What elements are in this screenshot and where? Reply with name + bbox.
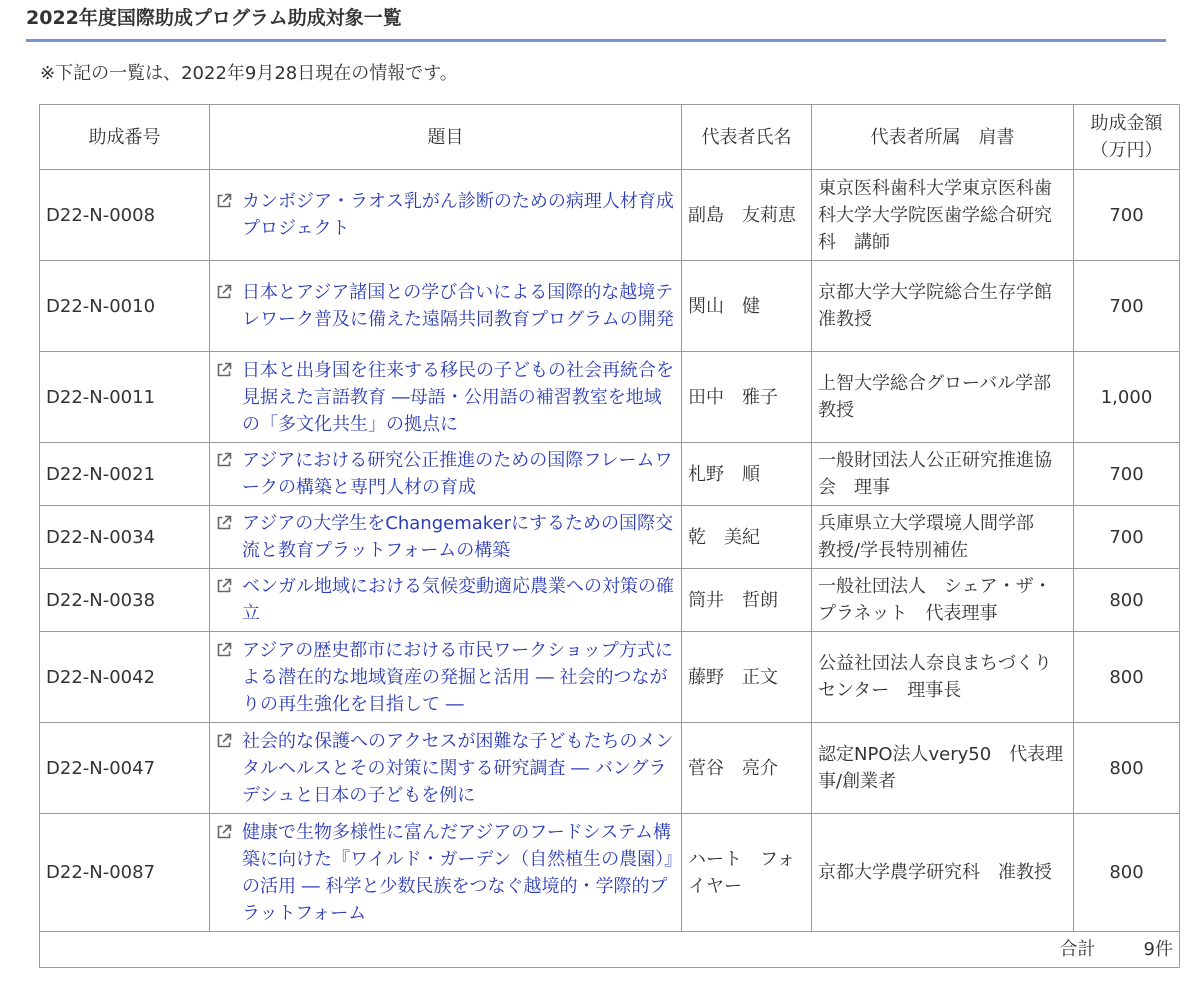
representative-name: 田中 雅子	[682, 352, 812, 443]
external-link-icon	[216, 578, 232, 594]
grant-title-link[interactable]: アジアの大学生をChangemakerにするための国際交流と教育プラットフォームの構築	[242, 513, 674, 561]
representative-affiliation: 公益社団法人奈良まちづくりセンター 理事長	[812, 632, 1074, 723]
table-row	[40, 506, 1180, 569]
header-name: 代表者氏名	[682, 105, 812, 170]
grant-id: D22-N-0047	[40, 723, 210, 814]
grant-title-cell	[210, 261, 682, 352]
table-row	[40, 569, 1180, 632]
header-amount-label: 助成金額	[1090, 113, 1163, 134]
grant-title-cell	[210, 443, 682, 506]
header-amount-unit: （万円）	[1090, 140, 1163, 161]
grant-id: D22-N-0042	[40, 632, 210, 723]
grant-title-link[interactable]: アジアにおける研究公正推進のための国際フレームワークの構築と専門人材の育成	[242, 450, 673, 498]
grant-title-cell	[210, 569, 682, 632]
table-row	[40, 261, 1180, 352]
grant-amount: 700	[1074, 170, 1180, 261]
representative-affiliation: 兵庫県立大学環境人間学部 教授/学長特別補佐	[812, 506, 1074, 569]
representative-name: ハート フォイヤー	[682, 814, 812, 932]
representative-affiliation: 京都大学大学院総合生存学館 准教授	[812, 261, 1074, 352]
grant-title-link[interactable]: 日本とアジア諸国との学び合いによる国際的な越境テレワーク普及に備えた遠隔共同教育プログラムの開発	[242, 282, 674, 330]
representative-name: 札野 順	[682, 443, 812, 506]
grant-title-link[interactable]: アジアの歴史都市における市民ワークショップ方式による潜在的な地域資産の発掘と活用 ― 社会的つながりの再生強化を目指して ―	[242, 639, 673, 715]
header-affiliation: 代表者所属 肩書	[812, 105, 1074, 170]
representative-affiliation: 上智大学総合グローバル学部 教授	[812, 352, 1074, 443]
grant-amount: 700	[1074, 261, 1180, 352]
table-row	[40, 352, 1180, 443]
grant-title-cell	[210, 170, 682, 261]
total-label: 合計	[1059, 939, 1096, 960]
grant-title-link[interactable]: 社会的な保護へのアクセスが困難な子どもたちのメンタルヘルスとその対策に関する研究調査 ― バングラデシュと日本の子どもを例に	[242, 730, 674, 806]
table-row	[40, 443, 1180, 506]
grant-amount: 1,000	[1074, 352, 1180, 443]
grant-id: D22-N-0021	[40, 443, 210, 506]
table-row	[40, 632, 1180, 723]
representative-affiliation: 東京医科歯科大学東京医科歯科大学大学院医歯学総合研究科 講師	[812, 170, 1074, 261]
grant-title-cell	[210, 723, 682, 814]
total-cell	[40, 932, 1180, 968]
grant-title-cell	[210, 632, 682, 723]
grant-id: D22-N-0034	[40, 506, 210, 569]
grant-amount: 800	[1074, 814, 1180, 932]
external-link-icon	[216, 452, 232, 468]
total-row	[40, 932, 1180, 968]
representative-name: 副島 友莉恵	[682, 170, 812, 261]
representative-affiliation: 京都大学農学研究科 准教授	[812, 814, 1074, 932]
grant-id: D22-N-0087	[40, 814, 210, 932]
grant-title-link[interactable]: ベンガル地域における気候変動適応農業への対策の確立	[242, 576, 674, 624]
external-link-icon	[216, 515, 232, 531]
external-link-icon	[216, 642, 232, 658]
representative-affiliation: 認定NPO法人very50 代表理事/創業者	[812, 723, 1074, 814]
grant-title-cell	[210, 814, 682, 932]
grant-title-cell	[210, 352, 682, 443]
grant-id: D22-N-0010	[40, 261, 210, 352]
table-row	[40, 723, 1180, 814]
grant-amount: 800	[1074, 632, 1180, 723]
grant-id: D22-N-0008	[40, 170, 210, 261]
representative-name: 乾 美紀	[682, 506, 812, 569]
grant-amount: 800	[1074, 723, 1180, 814]
external-link-icon	[216, 362, 232, 378]
grant-title-link[interactable]: 日本と出身国を往来する移民の子どもの社会再統合を見据えた言語教育 ―母語・公用語の補習教室を地域の「多文化共生」の拠点に	[242, 359, 674, 435]
header-id: 助成番号	[40, 105, 210, 170]
grant-amount: 700	[1074, 506, 1180, 569]
grant-title-link[interactable]: 健康で生物多様性に富んだアジアのフードシステム構築に向けた『ワイルド・ガーデン（自然植生の農園）』の活用 ― 科学と少数民族をつなぐ越境的・学際的プラットフォーム	[242, 821, 674, 924]
grant-title-link[interactable]: カンボジア・ラオス乳がん診断のための病理人材育成プロジェクト	[242, 191, 674, 239]
page-title: 2022年度国際助成プログラム助成対象一覧	[26, 4, 1166, 42]
grant-amount: 800	[1074, 569, 1180, 632]
grant-id: D22-N-0011	[40, 352, 210, 443]
table-header-row	[40, 105, 1180, 170]
header-title: 題目	[210, 105, 682, 170]
total-value: 9件	[1143, 939, 1173, 960]
grant-id: D22-N-0038	[40, 569, 210, 632]
external-link-icon	[216, 284, 232, 300]
grant-amount: 700	[1074, 443, 1180, 506]
external-link-icon	[216, 824, 232, 840]
representative-name: 藤野 正文	[682, 632, 812, 723]
table-row	[40, 814, 1180, 932]
representative-affiliation: 一般社団法人 シェア・ザ・プラネット 代表理事	[812, 569, 1074, 632]
representative-affiliation: 一般財団法人公正研究推進協会 理事	[812, 443, 1074, 506]
external-link-icon	[216, 733, 232, 749]
table-row	[40, 170, 1180, 261]
grants-table	[39, 104, 1180, 968]
date-note: ※下記の一覧は、2022年9月28日現在の情報です。	[40, 63, 458, 84]
header-amount	[1074, 105, 1180, 170]
representative-name: 菅谷 亮介	[682, 723, 812, 814]
grant-title-cell	[210, 506, 682, 569]
external-link-icon	[216, 193, 232, 209]
representative-name: 筒井 哲朗	[682, 569, 812, 632]
representative-name: 関山 健	[682, 261, 812, 352]
